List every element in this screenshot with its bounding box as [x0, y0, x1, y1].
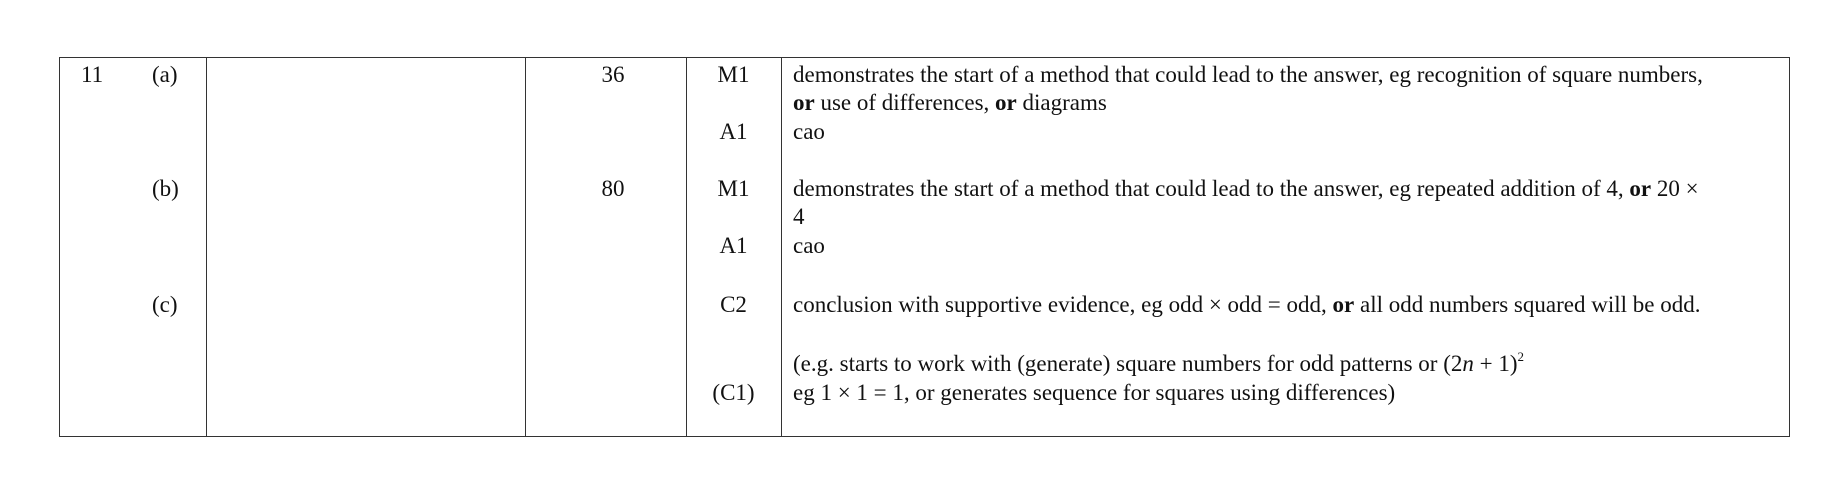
guidance-a-1-line2: or use of differences, or diagrams	[793, 90, 1107, 115]
guidance-b-1-line2: 4	[793, 204, 805, 229]
answer-b: 80	[601, 176, 625, 201]
mark-a-1: M1	[717, 62, 750, 87]
mark-c-2: (C1)	[712, 380, 755, 405]
column-divider	[781, 58, 782, 436]
guidance-c-1: conclusion with supportive evidence, eg odd × odd = odd, or all odd numbers squared will be odd.	[793, 292, 1701, 317]
mark-b-1: M1	[717, 176, 750, 201]
part-label-b: (b)	[152, 176, 179, 201]
column-divider	[206, 58, 207, 436]
guidance-c-2-line1: (e.g. starts to work with (generate) square numbers for odd patterns or $(2n + 1)^2$	[793, 349, 1524, 376]
guidance-a-2: cao	[793, 119, 825, 144]
guidance-b-1-line1: demonstrates the start of a method that could lead to the answer, eg repeated addition of 4, or 20 ×	[793, 176, 1699, 201]
mark-b-2: A1	[719, 233, 748, 258]
answer-a: 36	[601, 62, 625, 87]
guidance-c-2-line2: eg 1 × 1 = 1, or generates sequence for squares using differences)	[793, 380, 1396, 405]
part-label-a: (a)	[152, 62, 178, 87]
mark-scheme-table	[59, 57, 1790, 437]
mark-c-1: C2	[720, 292, 747, 317]
column-divider	[525, 58, 526, 436]
guidance-a-1-line1: demonstrates the start of a method that could lead to the answer, eg recognition of square numbers,	[793, 62, 1703, 87]
mark-a-2: A1	[719, 119, 748, 144]
question-number: 11	[81, 62, 104, 87]
part-label-c: (c)	[152, 292, 178, 317]
guidance-b-2: cao	[793, 233, 825, 258]
